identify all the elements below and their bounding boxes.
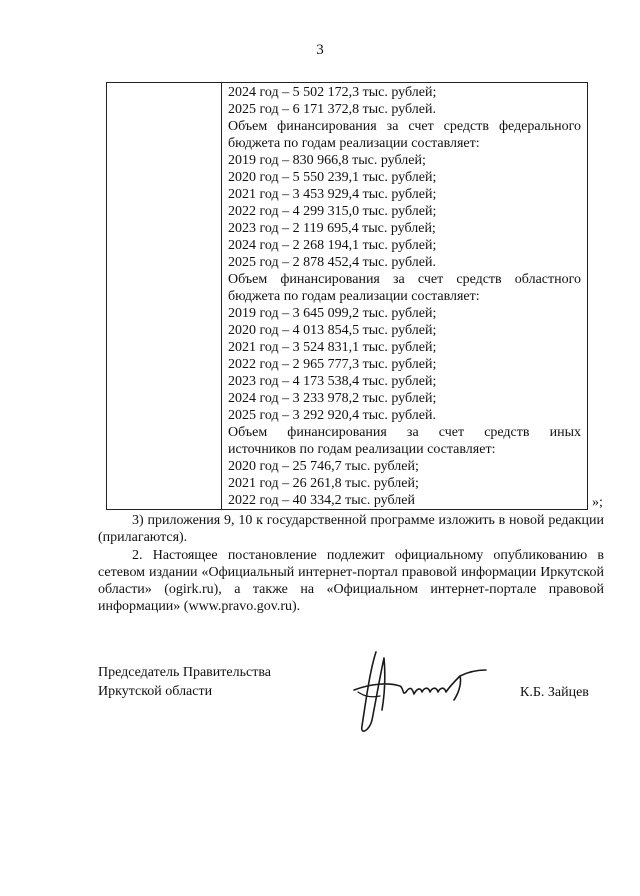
paragraph-text: 3) приложения 9, 10 к государственной программе изложить в новой редакции (прилагаются). <box>98 513 604 545</box>
table-line: Объем финансирования за счет средств областного <box>228 272 581 287</box>
table-line: 2021 год – 3 524 831,1 тыс. рублей; <box>228 340 437 355</box>
paragraph-item-2 <box>98 547 604 615</box>
table-line: 2022 год – 40 334,2 тыс. рублей <box>228 493 415 508</box>
handwritten-signature <box>340 640 500 740</box>
table-content-cell <box>222 83 588 510</box>
table-line: 2019 год – 830 966,8 тыс. рублей; <box>228 153 426 168</box>
table-line: 2021 год – 3 453 929,4 тыс. рублей; <box>228 187 437 202</box>
paragraph-item-3 <box>98 512 604 546</box>
table-line: 2025 год – 6 171 372,8 тыс. рублей. <box>228 102 436 117</box>
table-line: бюджета по годам реализации составляет: <box>228 136 480 151</box>
funding-table <box>106 82 588 510</box>
table-line: 2024 год – 3 233 978,2 тыс. рублей; <box>228 391 437 406</box>
closing-quote: »; <box>592 495 603 510</box>
table-line: бюджета по годам реализации составляет: <box>228 289 480 304</box>
signer-position-line: Председатель Правительства <box>98 665 271 680</box>
table-line: 2022 год – 2 965 777,3 тыс. рублей; <box>228 357 437 372</box>
table-line: 2020 год – 25 746,7 тыс. рублей; <box>228 459 419 474</box>
table-line: 2019 год – 3 645 099,2 тыс. рублей; <box>228 306 437 321</box>
signer-name: К.Б. Зайцев <box>520 685 589 700</box>
table-line: 2020 год – 5 550 239,1 тыс. рублей; <box>228 170 437 185</box>
table-line: 2022 год – 4 299 315,0 тыс. рублей; <box>228 204 437 219</box>
table-line: 2025 год – 2 878 452,4 тыс. рублей. <box>228 255 436 270</box>
table-label-cell <box>107 83 222 510</box>
table-line: 2021 год – 26 261,8 тыс. рублей; <box>228 476 419 491</box>
page-number: 3 <box>316 42 324 58</box>
paragraph-text: 2. Настоящее постановление подлежит официальному опубликованию в сетевом издании «Официальный интернет-портал правовой информации Иркутской области» (ogirk.ru), а также на «Официальном интернет-портале правовой информации» (www.pravo.gov.ru). <box>98 548 604 614</box>
table-line: 2023 год – 4 173 538,4 тыс. рублей; <box>228 374 437 389</box>
signer-position-line: Иркутской области <box>98 684 213 699</box>
table-line: 2020 год – 4 013 854,5 тыс. рублей; <box>228 323 437 338</box>
table-line: 2025 год – 3 292 920,4 тыс. рублей. <box>228 408 436 423</box>
table-line: 2024 год – 5 502 172,3 тыс. рублей; <box>228 85 437 100</box>
table-line: Объем финансирования за счет средств федерального <box>228 119 581 134</box>
signer-position <box>98 663 271 701</box>
table-line: Объем финансирования за счет средств иных <box>228 425 581 440</box>
table-line: 2023 год – 2 119 695,4 тыс. рублей; <box>228 221 436 236</box>
table-line: 2024 год – 2 268 194,1 тыс. рублей; <box>228 238 437 253</box>
table-line: источников по годам реализации составляет: <box>228 442 496 457</box>
